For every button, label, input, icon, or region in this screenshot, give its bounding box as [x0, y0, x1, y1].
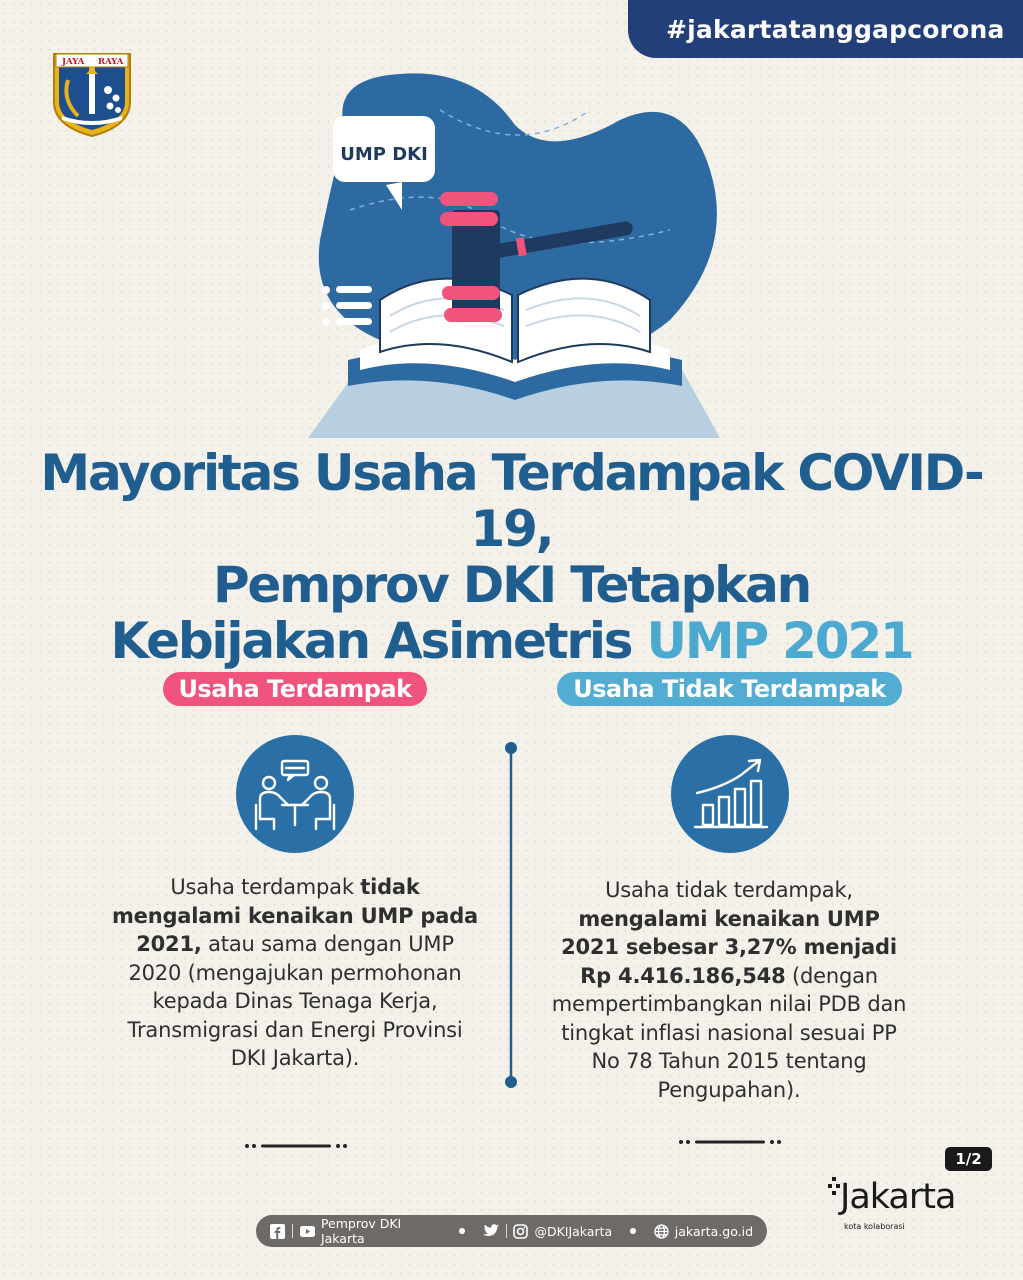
footer-twitter-instagram[interactable]: @DKIJakarta	[534, 1223, 613, 1239]
title-highlight: UMP 2021	[646, 612, 913, 670]
instagram-icon[interactable]	[513, 1223, 528, 1239]
logo-banner-right: RAYA	[98, 57, 124, 67]
dki-jakarta-logo	[50, 50, 134, 138]
footer-separator-dot	[459, 1228, 465, 1234]
desc-right-part3: (dengan mempertimbangkan nilai PDB dan tingkat inflasi nasional sesuai PP No 78 Tahun 2015 tentang Pengupahan).	[551, 963, 907, 1102]
center-divider	[500, 740, 522, 1090]
twitter-icon[interactable]	[483, 1223, 499, 1239]
growth-chart-icon	[671, 735, 789, 853]
brand-name: Jakarta	[840, 1177, 956, 1217]
youtube-icon[interactable]	[300, 1223, 315, 1239]
label-usaha-tidak-terdampak: Usaha Tidak Terdampak	[557, 672, 902, 706]
brand-tagline: kota kolaborasi	[844, 1222, 905, 1231]
desc-right-bold: mengalami kenaikan UMP 2021 sebesar 3,27% menjadi Rp 4.416.186,548	[561, 906, 897, 988]
title-line-1: Mayoritas Usaha Terdampak COVID-19,	[40, 444, 983, 558]
title-line-3	[0, 613, 1023, 669]
hashtag-banner	[628, 0, 1023, 58]
globe-icon[interactable]	[654, 1223, 669, 1239]
title-line-3-main: Kebijakan Asimetris	[110, 612, 647, 670]
logo-banner-left: JAYA	[62, 57, 85, 67]
hero-illustration	[290, 70, 750, 440]
description-usaha-tidak-terdampak	[548, 876, 910, 1104]
desc-left-part3: atau sama dengan UMP 2020 (mengajukan permohonan kepada Dinas Tenaga Kerja, Transmigrasi dan Energi Provinsi DKI Jakarta).	[127, 932, 463, 1070]
meeting-people-icon	[236, 735, 354, 853]
jakarta-brand-logo	[828, 1175, 988, 1235]
hashtag-text: #jakartatanggapcorona	[666, 14, 1005, 44]
desc-left-bold: tidak mengalami kenaikan UMP pada 2021,	[111, 875, 479, 956]
description-usaha-terdampak	[110, 873, 480, 1073]
bubble-label: UMP DKI	[340, 144, 428, 165]
desc-left-part1: Usaha terdampak	[170, 875, 361, 899]
footer-facebook-youtube[interactable]: Pemprov DKI Jakarta	[320, 1216, 402, 1246]
page-title	[0, 445, 1023, 669]
label-usaha-terdampak: Usaha Terdampak	[163, 672, 427, 706]
footer-separator-dot	[630, 1228, 636, 1234]
title-line-2: Pemprov DKI Tetapkan	[212, 556, 811, 614]
footer-website[interactable]: jakarta.go.id	[674, 1223, 754, 1239]
decorative-dash-left	[244, 1135, 348, 1143]
decorative-dash-right	[678, 1131, 782, 1139]
social-footer	[256, 1215, 767, 1247]
desc-right-part1: Usaha tidak terdampak,	[605, 878, 853, 902]
page-indicator: 1/2	[945, 1147, 992, 1171]
facebook-icon[interactable]	[270, 1223, 285, 1239]
